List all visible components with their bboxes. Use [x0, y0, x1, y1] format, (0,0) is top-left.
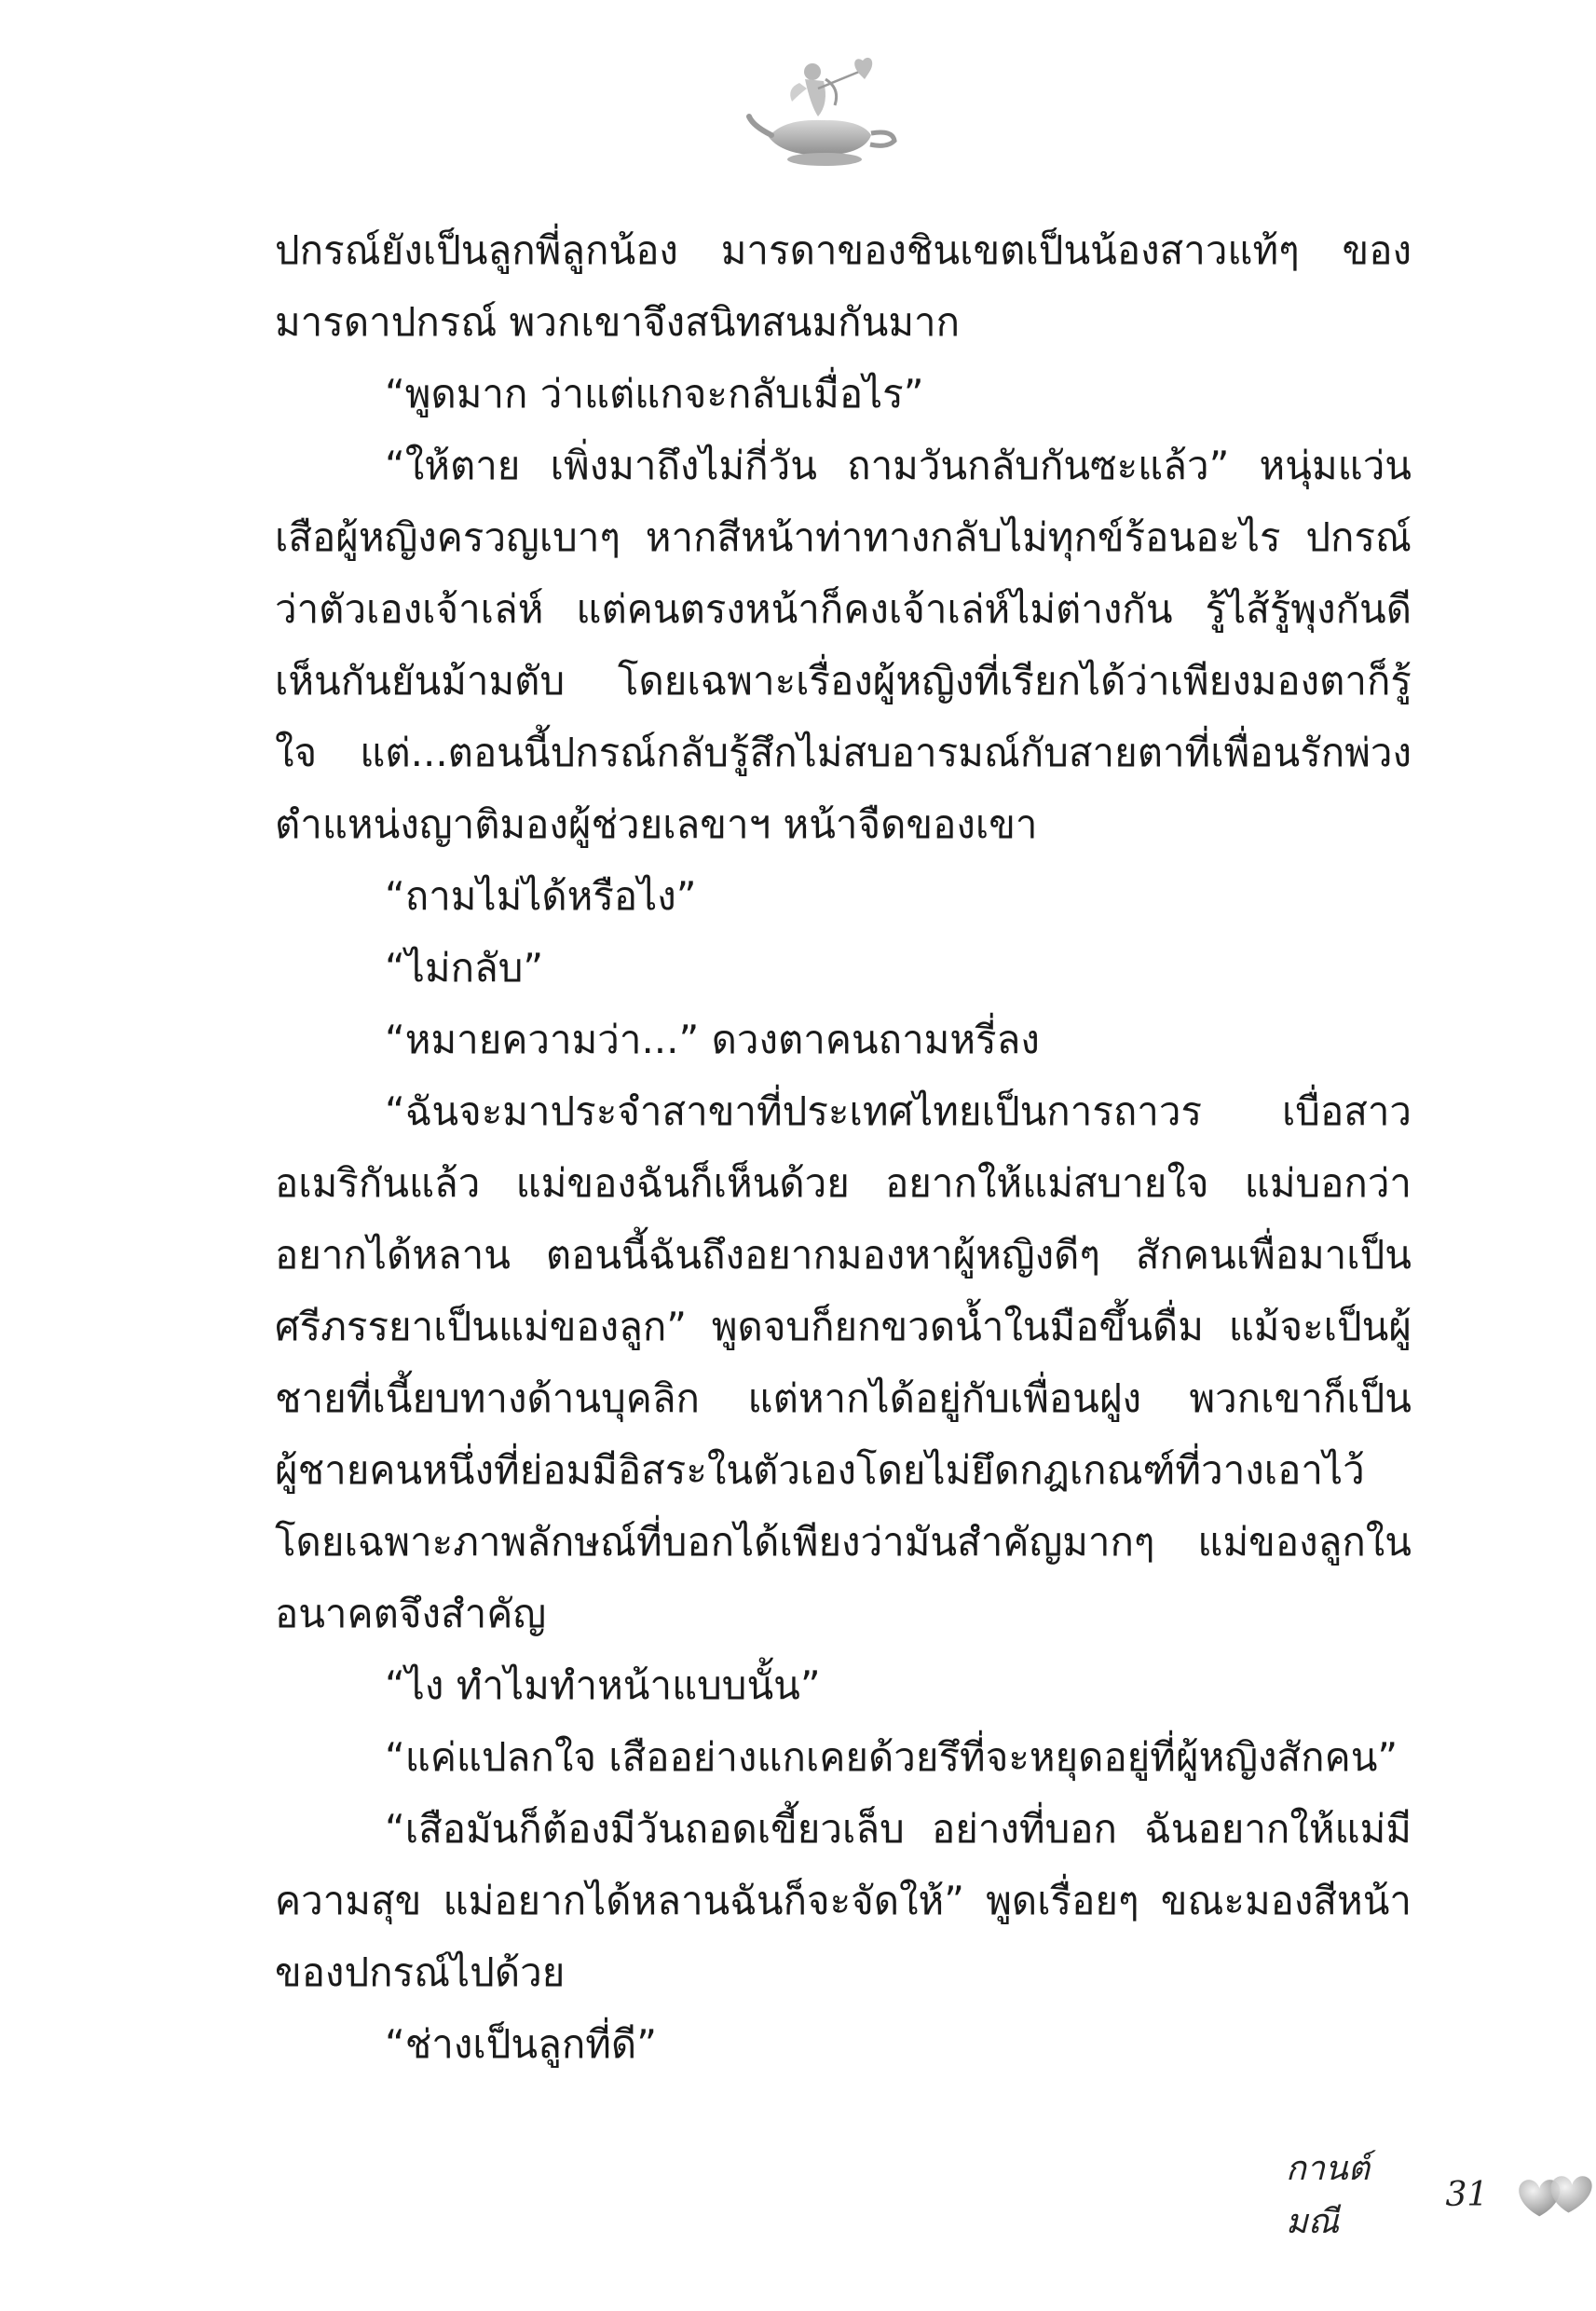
two-hearts-icon [1512, 2168, 1596, 2221]
page-number: 31 [1445, 2175, 1489, 2214]
paragraph: “แค่แปลกใจ เสืออย่างแกเคยด้วยรึที่จะหยุดอยู่ที่ผู้หญิงสักคน” [385, 1734, 1398, 1780]
paragraph: “ฉันจะมาประจำสาขาที่ประเทศไทยเป็นการถาวร เบื่อสาวอเมริกันแล้ว แม่ของฉันก็เห็นด้วย อยากให้แม่สบายใจ แม่บอกว่าอยากได้หลาน ตอนนี้ฉันถึงอยากมองหาผู้หญิงดีๆ สักคนเพื่อมาเป็นศรีภรรยาเป็นแม่ของลูก” พูดจบก็ยกขวดน้ำในมือขึ้นดื่ม แม้จะเป็นผู้ชายที่เนี้ยบทางด้านบุคลิก แต่หากได้อยู่กับเพื่อนฝูง พวกเขาก็เป็นผู้ชายคนหนึ่งที่ย่อมมีอิสระในตัวเองโดยไม่ยึดกฎเกณฑ์ที่วางเอาไว้ โดยเฉพาะภาพลักษณ์ที่บอกได้เพียงว่ามันสำคัญมากๆ แม่ของลูกในอนาคตจึงสำคัญ [275, 1088, 1412, 1636]
paragraph: “พูดมาก ว่าแต่แกจะกลับเมื่อไร” [385, 371, 924, 417]
paragraph: “ไม่กลับ” [385, 945, 544, 991]
running-title: กานต์มณี [1286, 2150, 1370, 2241]
paragraph: “ให้ตาย เพิ่งมาถึงไม่กี่วัน ถามวันกลับกันซะแล้ว” หนุ่มแว่นเสือผู้หญิงครวญเบาๆ หากสีหน้าท่าทางกลับไม่ทุกข์ร้อนอะไร ปกรณ์ว่าตัวเองเจ้าเล่ห์ แต่คนตรงหน้าก็คงเจ้าเล่ห์ไม่ต่างกัน รู้ไส้รู้พุงกันดีเห็นกันยันม้ามตับ โดยเฉพาะเรื่องผู้หญิงที่เรียกได้ว่าเพียงมองตาก็รู้ใจ แต่...ตอนนี้ปกรณ์กลับรู้สึกไม่สบอารมณ์กับสายตาที่เพื่อนรักพ่วงตำแหน่งญาติมองผู้ช่วยเลขาฯ หน้าจืดของเขา [275, 443, 1412, 847]
paragraph: ปกรณ์ยังเป็นลูกพี่ลูกน้อง มารดาของชินเขตเป็นน้องสาวแท้ๆ ของมารดาปกรณ์ พวกเขาจึงสนิทสนมกันมาก [275, 227, 1412, 345]
paragraph: “ไง ทำไมทำหน้าแบบนั้น” [385, 1662, 821, 1708]
paragraph: “ถามไม่ได้หรือไง” [385, 873, 697, 919]
paragraph: “เสือมันก็ต้องมีวันถอดเขี้ยวเล็บ อย่างที่บอก ฉันอยากให้แม่มีความสุข แม่อยากได้หลานฉันก็จะจัดให้” พูดเรื่อยๆ ขณะมองสีหน้าของปกรณ์ไปด้วย [275, 1806, 1412, 1995]
cupid-teapot-ornament-icon [745, 51, 904, 172]
paragraph: “ช่างเป็นลูกที่ดี” [385, 2021, 657, 2067]
page-footer [1286, 2150, 1596, 2241]
paragraph: “หมายความว่า...” ดวงตาคนถามหรี่ลง [385, 1017, 1040, 1062]
body-text [275, 214, 1412, 2080]
